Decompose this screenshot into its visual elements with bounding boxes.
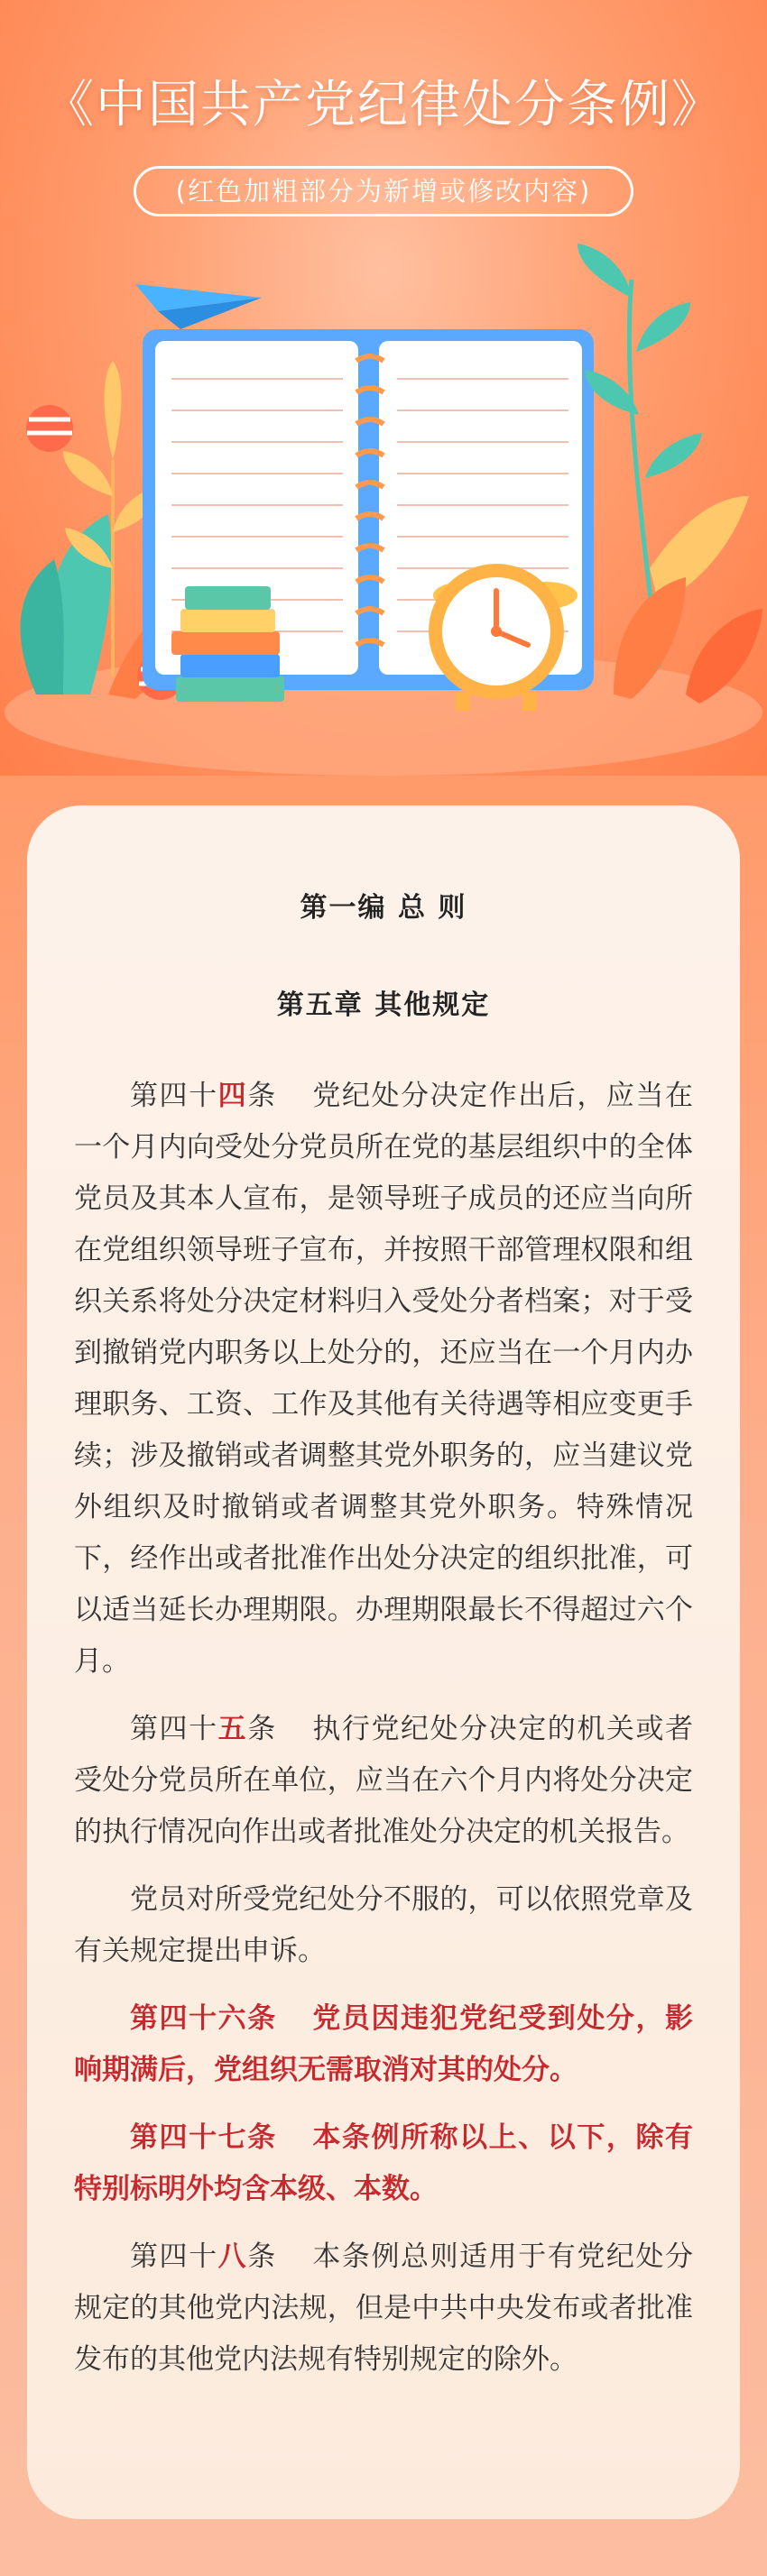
article-44 — [74, 1071, 693, 1688]
article-number: 第四十八条 — [130, 2240, 277, 2273]
books-stack-icon — [171, 586, 284, 702]
chapter-heading: 第五章 其他规定 — [276, 989, 491, 1021]
article-46 — [74, 1993, 693, 2096]
subtitle-badge: (红色加粗部分为新增或修改内容) — [134, 166, 633, 216]
appeal-paragraph: 党员对所受党纪处分不服的，可以依照党章及有关规定提出申诉。 — [74, 1883, 693, 1967]
article-48 — [74, 2231, 693, 2386]
article-number: 第四十五条 — [130, 1713, 277, 1745]
article-47 — [74, 2112, 693, 2215]
notebook-illustration — [0, 244, 767, 776]
striped-ball-icon — [26, 405, 73, 452]
page-title: 《中国共产党纪律处分条例》 — [43, 76, 724, 134]
article-text: 执行党纪处分决定的机关或者受处分党员所在单位，应当在六个月内将处分决定的执行情况向作出或者批准处分决定的机关报告。 — [74, 1713, 694, 1848]
part-heading: 第一编 总 则 — [300, 892, 467, 924]
content-card — [27, 805, 740, 2519]
paper-plane-icon — [135, 284, 262, 329]
article-text: 本条例总则适用于有党纪处分规定的其他党内法规，但是中共中央发布或者批准发布的其他党内法规有特别规定的除外。 — [74, 2240, 694, 2376]
article-number: 第四十七条 — [130, 2121, 277, 2154]
article-number: 第四十四条 — [130, 1080, 277, 1112]
article-45 — [74, 1704, 693, 1858]
article-text: 党员因违犯党纪受到处分，影响期满后，党组织无需取消对其的处分。 — [74, 2002, 694, 2086]
article-number: 第四十六条 — [130, 2002, 277, 2035]
article-text: 本条例所称以上、以下，除有特别标明外均含本级、本数。 — [74, 2121, 694, 2205]
hero-banner — [0, 0, 767, 776]
leaf-plant-right-icon — [578, 244, 762, 704]
article-text: 党纪处分决定作出后，应当在一个月内向受处分党员所在党的基层组织中的全体党员及其本人宣布，是领导班子成员的还应当向所在党组织领导班子宣布，并按照干部管理权限和组织关系将处分决定材料归入受处分者档案；对于受到撤销党内职务以上处分的，还应当在一个月内办理职务、工资、工作及其他有关待遇等相应变更手续；涉及撤销或者调整其党外职务的，应当建议党外组织及时撤销或者调整其党外职务。特殊情况下，经作出或者批准作出处分决定的组织批准，可以适当延长办理期限。办理期限最长不得超过六个月。 — [74, 1080, 694, 1678]
